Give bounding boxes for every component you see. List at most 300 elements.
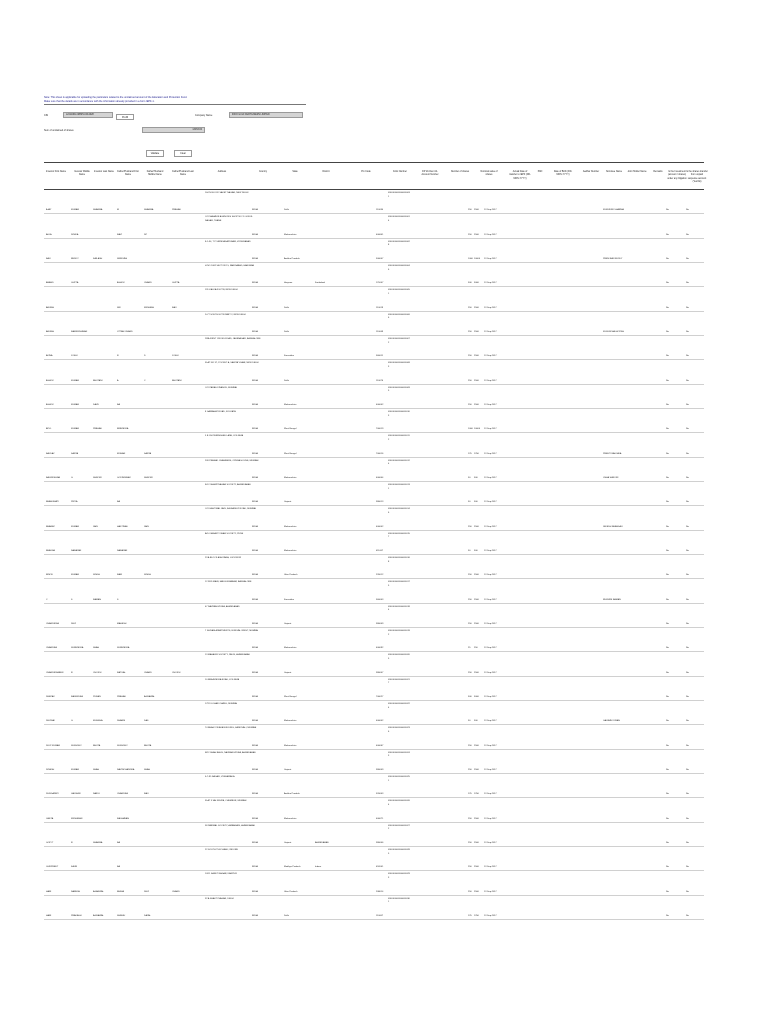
- cell-pin[interactable]: 700027: [376, 696, 384, 698]
- cell-amt[interactable]: 12-Sep-2017: [484, 355, 497, 358]
- cell-shares[interactable]: 250: [468, 404, 472, 406]
- cell-nature[interactable]: 10000: [474, 258, 481, 260]
- cell-country[interactable]: INDIA: [252, 696, 258, 698]
- cell-unpaid2[interactable]: No: [686, 915, 689, 917]
- cell-nature[interactable]: 500: [474, 501, 478, 504]
- cell-unpaid[interactable]: No: [666, 574, 669, 577]
- cell-ffn[interactable]: BA: [117, 866, 120, 869]
- cell-mn[interactable]: NARAYAN: [71, 550, 82, 552]
- cell-shares[interactable]: 125: [468, 452, 472, 455]
- cell-state[interactable]: Delhi: [284, 306, 289, 309]
- cell-fn[interactable]: C: [46, 598, 48, 601]
- cell-district[interactable]: AHMEDABAD: [315, 842, 329, 844]
- cell-unpaid[interactable]: No: [666, 258, 669, 260]
- cell-amt[interactable]: 12-Sep-2017: [484, 306, 497, 309]
- cell-state[interactable]: Maharashtra: [284, 525, 297, 528]
- cell-nominee[interactable]: PREETI BALDAVA: [603, 452, 622, 455]
- cell-ln[interactable]: SHARMA: [93, 842, 103, 844]
- cell-unpaid2[interactable]: No: [686, 574, 689, 577]
- cell-addr[interactable]: 32 A SHAKTI NAGAR, DELHI: [205, 897, 234, 900]
- cell-ffn[interactable]: NAVINCHANDRA: [117, 769, 135, 771]
- cell-folio[interactable]: IGF0000000000000066: [388, 313, 410, 320]
- cell-fmn[interactable]: BHUTA: [144, 744, 152, 747]
- cell-fmn[interactable]: C: [144, 379, 146, 382]
- cell-fn[interactable]: AJAY: [46, 209, 52, 212]
- cell-unpaid2[interactable]: No: [686, 501, 689, 504]
- cell-unpaid2[interactable]: No: [686, 477, 689, 479]
- cell-unpaid2[interactable]: No: [686, 671, 689, 674]
- cell-unpaid[interactable]: No: [666, 696, 669, 698]
- cell-mn[interactable]: SURENDRA: [71, 647, 84, 650]
- cell-ffn[interactable]: GOVINDRAM: [117, 477, 131, 479]
- cell-state[interactable]: Delhi: [284, 379, 289, 382]
- cell-ln[interactable]: DAVE: [93, 404, 99, 406]
- cell-unpaid[interactable]: No: [666, 671, 669, 674]
- cell-folio[interactable]: IGF0000000000000243: [388, 751, 410, 758]
- cell-addr[interactable]: 8-1-34, T P SRINIVASAPURAM, HYDERABAD: [205, 240, 251, 243]
- cell-ffn[interactable]: SRI: [117, 306, 121, 309]
- cell-unpaid[interactable]: No: [666, 428, 669, 431]
- cell-folio[interactable]: IGF0000000000000046: [388, 265, 410, 271]
- cell-pin[interactable]: 400002: [376, 404, 384, 406]
- cell-unpaid2[interactable]: No: [686, 817, 689, 820]
- cell-fmn[interactable]: CHAND: [144, 671, 152, 674]
- cell-fln[interactable]: RAO: [172, 306, 177, 309]
- cell-ffn[interactable]: BHIMA: [117, 890, 124, 893]
- cell-ln[interactable]: SHROFF: [93, 477, 102, 479]
- cell-shares[interactable]: 500: [468, 696, 472, 698]
- cell-unpaid2[interactable]: No: [686, 452, 689, 455]
- cell-unpaid2[interactable]: No: [686, 890, 689, 893]
- cell-country[interactable]: INDIA: [252, 355, 258, 358]
- cell-nature[interactable]: 5000: [474, 696, 479, 698]
- cell-ffn[interactable]: HASTIMAL: [117, 525, 128, 528]
- cell-state[interactable]: Maharashtra: [284, 817, 297, 820]
- cell-addr[interactable]: 47 NAVRANGPURA, AHMEDABAD: [205, 605, 240, 608]
- cell-ffn[interactable]: UTTAM CHAND: [117, 331, 133, 333]
- cin-field[interactable]: L24110DL1965PLC012028: [63, 112, 113, 118]
- cell-nature[interactable]: 2500: [474, 598, 479, 601]
- cell-folio[interactable]: IGF0000000000000168: [388, 557, 410, 563]
- cell-unpaid2[interactable]: No: [686, 282, 689, 285]
- cell-pin[interactable]: 400601: [376, 233, 384, 236]
- cell-state[interactable]: West Bengal: [284, 696, 297, 698]
- cell-folio[interactable]: IGF0000000000000028: [388, 240, 410, 247]
- cell-shares[interactable]: 50: [468, 501, 471, 504]
- cell-fn[interactable]: BALKRISHNA: [46, 477, 60, 479]
- cell-fn[interactable]: GEETA: [46, 817, 54, 820]
- cell-unpaid[interactable]: No: [666, 501, 669, 504]
- cell-nature[interactable]: 1250: [474, 793, 479, 796]
- cell-nature[interactable]: 2500: [474, 355, 479, 358]
- cell-addr[interactable]: 164 N BLOCK SAKET NAGAR, NEW DELHI: [205, 192, 249, 194]
- cell-fn[interactable]: HARI: [46, 890, 52, 893]
- cell-fmn[interactable]: AGRAWAL: [144, 696, 155, 698]
- cell-state[interactable]: Maharashtra: [284, 404, 297, 406]
- cell-mn[interactable]: G: [71, 720, 73, 723]
- cell-unpaid2[interactable]: No: [686, 769, 689, 771]
- cell-nature[interactable]: 2500: [474, 525, 479, 528]
- cell-unpaid[interactable]: No: [666, 550, 669, 552]
- cell-mn[interactable]: KUMAR: [71, 574, 79, 577]
- cell-folio[interactable]: IGF0000000000000236: [388, 727, 410, 733]
- cell-unpaid[interactable]: No: [666, 379, 669, 382]
- cell-amt[interactable]: 12-Sep-2017: [484, 598, 497, 601]
- cell-addr[interactable]: 12 3RD MAIN, MALLESWARAM, BANGALORE: [205, 581, 252, 584]
- cell-ffn[interactable]: RAGHAVAN: [117, 817, 129, 820]
- cell-fmn[interactable]: DP: [144, 233, 148, 236]
- cell-ffn[interactable]: BA: [117, 501, 120, 504]
- cell-shares[interactable]: 250: [468, 574, 472, 577]
- cell-unpaid2[interactable]: No: [686, 744, 689, 747]
- cell-amt[interactable]: 12-Sep-2017: [484, 233, 497, 236]
- cell-unpaid2[interactable]: No: [686, 428, 689, 431]
- cell-shares[interactable]: 50: [468, 720, 471, 723]
- cell-mn[interactable]: G: [71, 477, 73, 479]
- cell-unpaid[interactable]: No: [666, 355, 669, 358]
- cell-unpaid[interactable]: No: [666, 331, 669, 333]
- cell-amt[interactable]: 12-Sep-2017: [484, 501, 497, 504]
- cell-pin[interactable]: 400002: [376, 525, 384, 528]
- cell-nominee[interactable]: KUSUM MALHOTRA: [603, 331, 624, 333]
- cell-nature[interactable]: 500: [474, 477, 478, 479]
- cell-folio[interactable]: IGF0000000000000264: [388, 800, 410, 806]
- cell-pin[interactable]: 208014: [376, 890, 384, 893]
- cell-nature[interactable]: 2500: [474, 866, 479, 869]
- cell-pin[interactable]: 110007: [376, 915, 384, 917]
- cell-shares[interactable]: 250: [468, 525, 472, 528]
- cell-amt[interactable]: 12-Sep-2017: [484, 769, 497, 771]
- cell-shares[interactable]: 250: [468, 379, 472, 382]
- cell-unpaid[interactable]: No: [666, 209, 669, 212]
- cell-mn[interactable]: KUMAR: [71, 209, 79, 212]
- cell-fn[interactable]: BHANUMATI: [46, 501, 59, 504]
- cell-shares[interactable]: 250: [468, 233, 472, 236]
- cell-country[interactable]: INDIA: [252, 793, 258, 796]
- cell-pin[interactable]: 110019: [376, 306, 384, 309]
- cell-state[interactable]: Gujarat: [284, 501, 292, 504]
- cell-fn[interactable]: ALKA: [46, 233, 52, 236]
- cell-unpaid[interactable]: No: [666, 769, 669, 771]
- cell-nature[interactable]: 500: [474, 550, 478, 552]
- cell-ln[interactable]: SINGH: [93, 574, 100, 577]
- cell-fln[interactable]: BHUTANI: [172, 379, 182, 382]
- cell-unpaid[interactable]: No: [666, 477, 669, 479]
- cell-nature[interactable]: 2500: [474, 623, 479, 625]
- cell-unpaid[interactable]: No: [666, 890, 669, 893]
- cell-country[interactable]: INDIA: [252, 525, 258, 528]
- cell-folio[interactable]: IGF0000000000000272: [388, 824, 410, 831]
- cell-state[interactable]: Karnataka: [284, 355, 294, 358]
- cell-amt[interactable]: 12-Sep-2017: [484, 452, 497, 455]
- cell-shares[interactable]: 1000: [468, 258, 473, 260]
- cell-country[interactable]: INDIA: [252, 477, 258, 479]
- cell-nominee[interactable]: KUMUDINI SHARMA: [603, 209, 624, 212]
- cell-pin[interactable]: 500007: [376, 258, 384, 260]
- cell-unpaid2[interactable]: No: [686, 525, 689, 528]
- cell-unpaid[interactable]: No: [666, 817, 669, 820]
- cell-ln[interactable]: CHOKSI: [93, 671, 102, 674]
- cell-shares[interactable]: 250: [468, 355, 472, 358]
- cell-unpaid[interactable]: No: [666, 744, 669, 747]
- clear-button[interactable]: Clear: [174, 150, 192, 157]
- cell-unpaid2[interactable]: No: [686, 623, 689, 625]
- cell-pin[interactable]: 400004: [376, 477, 384, 479]
- cell-fn[interactable]: BALI: [46, 258, 51, 260]
- cell-state[interactable]: West Bengal: [284, 428, 297, 431]
- cell-addr[interactable]: 17/19 LOHAR CHAWL, MUMBAI: [205, 703, 238, 705]
- cell-addr[interactable]: A/14 VASANT VIHAR SOCIETY, PUNE: [205, 532, 244, 535]
- cell-folio[interactable]: IGF0000000000000293: [388, 873, 410, 879]
- cell-unpaid[interactable]: No: [666, 866, 669, 869]
- cell-mn[interactable]: GUPTA: [71, 282, 79, 285]
- cell-unpaid[interactable]: No: [666, 793, 669, 796]
- cell-addr[interactable]: 22 SOUTH TUKOGANJ, INDORE: [205, 849, 238, 851]
- cell-fn[interactable]: ARUNA: [46, 331, 54, 333]
- cell-unpaid[interactable]: No: [666, 233, 669, 236]
- cell-pin[interactable]: 226012: [376, 574, 384, 577]
- cell-mn[interactable]: JOSHI: [71, 355, 78, 358]
- cell-addr[interactable]: C/O HASTIMAL JAIN, KALBADEVI ROAD, MUMBAI: [205, 508, 256, 511]
- cell-amt[interactable]: 12-Sep-2017: [484, 379, 497, 382]
- cell-amt[interactable]: 12-Sep-2017: [484, 428, 497, 431]
- cell-amt[interactable]: 12-Sep-2017: [484, 623, 497, 625]
- cell-state[interactable]: Haryana: [284, 282, 293, 285]
- cell-nature[interactable]: 2500: [474, 209, 479, 212]
- cell-nature[interactable]: 5000: [474, 282, 479, 285]
- cell-unpaid[interactable]: No: [666, 525, 669, 528]
- cell-nature[interactable]: 2500: [474, 404, 479, 406]
- cell-pin[interactable]: 400002: [376, 720, 384, 723]
- cell-addr[interactable]: 5 B CHOWRINGHEE LANE, KOLKATA: [205, 435, 244, 438]
- cell-addr[interactable]: 28/A FIRST CROSS ROAD, JAYANAGAR, BANGALORE: [205, 338, 261, 340]
- cell-fn[interactable]: CHANDRA: [46, 647, 57, 650]
- cell-nature[interactable]: 2500: [474, 379, 479, 382]
- cell-ln[interactable]: PRASAD: [93, 428, 102, 431]
- cell-ffn[interactable]: DHARM: [117, 720, 126, 723]
- cell-ffn[interactable]: M: [117, 209, 119, 212]
- cell-addr[interactable]: C/O PARAS FINANCE, MUMBAI: [205, 386, 237, 389]
- cell-pin[interactable]: 700019: [376, 428, 384, 431]
- cell-fln[interactable]: CHAND: [172, 890, 180, 893]
- cell-mn[interactable]: NARESH: [71, 890, 81, 893]
- cell-fn[interactable]: ATUL: [46, 428, 52, 431]
- cell-nature[interactable]: 2500: [474, 574, 479, 577]
- cell-folio[interactable]: IGF0000000000000112: [388, 435, 410, 441]
- cell-folio[interactable]: IGF0000000000000124: [388, 459, 410, 466]
- cell-state[interactable]: Maharashtra: [284, 744, 297, 747]
- cell-shares[interactable]: 250: [468, 209, 472, 212]
- cell-state[interactable]: Maharashtra: [284, 720, 297, 723]
- cell-shares[interactable]: 250: [468, 842, 472, 844]
- cell-mn[interactable]: KUMAR: [71, 525, 79, 528]
- cell-shares[interactable]: 250: [468, 331, 472, 333]
- cell-fn[interactable]: DEVIBAI: [46, 720, 55, 723]
- cell-country[interactable]: INDIA: [252, 574, 258, 577]
- cell-ffn[interactable]: RAVI: [117, 233, 122, 236]
- cell-addr[interactable]: 23 A BLOCK ASHIYANA, LUCKNOW: [205, 557, 242, 559]
- cell-unpaid2[interactable]: No: [686, 233, 689, 236]
- cell-fn[interactable]: CHANDRIKABEN: [46, 671, 64, 674]
- cell-ffn[interactable]: ASHOK: [117, 282, 125, 285]
- cell-fmn[interactable]: DAYAL: [144, 915, 151, 917]
- cell-nature[interactable]: 250: [474, 647, 478, 650]
- cell-folio[interactable]: IGF0000000000000131: [388, 484, 410, 490]
- cell-state[interactable]: Madhya Pradesh: [284, 866, 301, 869]
- cell-amt[interactable]: 12-Sep-2017: [484, 744, 497, 747]
- cell-pin[interactable]: 560003: [376, 598, 384, 601]
- cell-folio[interactable]: IGF0000000000000146: [388, 508, 410, 514]
- cell-pin[interactable]: 380013: [376, 501, 384, 504]
- cell-amt[interactable]: 12-Sep-2017: [484, 477, 497, 479]
- cell-fmn[interactable]: JAIN: [144, 525, 149, 528]
- cell-ffn[interactable]: BIRENDRA: [117, 428, 129, 431]
- cell-unpaid2[interactable]: No: [686, 404, 689, 406]
- cell-unpaid2[interactable]: No: [686, 209, 689, 212]
- cell-state[interactable]: Andhra Pradesh: [284, 258, 300, 260]
- cell-mn[interactable]: REDDY: [71, 258, 79, 260]
- cell-folio[interactable]: IGF0000000000000083: [388, 362, 410, 368]
- cell-fn[interactable]: BHARAT: [46, 525, 55, 528]
- cell-amt[interactable]: 12-Sep-2017: [484, 331, 497, 333]
- cell-folio[interactable]: IGF0000000000000301: [388, 897, 410, 904]
- cell-addr[interactable]: FLAT NO 37, POCKET A, SARITA VIHAR, NEW DELHI: [205, 362, 259, 365]
- cell-fmn[interactable]: D: [144, 355, 146, 358]
- cell-shares[interactable]: 500: [468, 282, 472, 285]
- cell-ffn[interactable]: BA: [117, 842, 120, 844]
- cell-country[interactable]: INDIA: [252, 720, 258, 723]
- cell-pin[interactable]: 110030: [376, 209, 384, 212]
- cell-folio[interactable]: IGF0000000000000157: [388, 532, 410, 539]
- cell-unpaid2[interactable]: No: [686, 866, 689, 869]
- cell-nominee[interactable]: RUKMINI RAMAN: [603, 598, 621, 601]
- cell-nature[interactable]: 2500: [474, 769, 479, 771]
- cell-shares[interactable]: 250: [468, 890, 472, 893]
- cell-state[interactable]: Delhi: [284, 209, 289, 212]
- cell-ffn[interactable]: MAHESH: [117, 623, 127, 625]
- cell-ffn[interactable]: SURENDRA: [117, 647, 130, 650]
- cell-pin[interactable]: 380009: [376, 623, 384, 625]
- cell-addr[interactable]: 13 MAHAVIR SOCIETY, PALDI, AHMEDABAD: [205, 654, 251, 657]
- cell-nature[interactable]: 1250: [474, 915, 479, 917]
- cell-fn[interactable]: GURPREET: [46, 866, 59, 869]
- cell-amt[interactable]: 12-Sep-2017: [484, 671, 497, 674]
- cell-ln[interactable]: AGRAWAL: [93, 915, 104, 917]
- cell-amt[interactable]: 12-Sep-2017: [484, 258, 497, 260]
- cell-folio[interactable]: IGF0000000000000014: [388, 216, 410, 222]
- cell-fmn[interactable]: KRISHNA: [144, 306, 154, 309]
- cell-nature[interactable]: 500: [474, 720, 478, 723]
- cell-unpaid[interactable]: No: [666, 598, 669, 601]
- cell-unpaid[interactable]: No: [666, 306, 669, 309]
- cell-state[interactable]: Delhi: [284, 915, 289, 917]
- cell-mn[interactable]: RAMKRISHNAN: [71, 331, 88, 333]
- cell-pin[interactable]: 380009: [376, 769, 384, 771]
- cell-addr[interactable]: FLAT 3 SAI KRUPA, CHEMBUR, MUMBAI: [205, 800, 247, 803]
- cell-ffn[interactable]: RAM: [117, 574, 122, 577]
- cell-country[interactable]: INDIA: [252, 890, 258, 893]
- cell-country[interactable]: INDIA: [252, 282, 258, 285]
- cell-shares[interactable]: 50: [468, 550, 471, 552]
- cell-addr[interactable]: B/12 SHAH BAUG, NAVRANGPURA, AHMEDABAD: [205, 751, 256, 754]
- cell-ln[interactable]: MUGEHA: [93, 720, 103, 723]
- cell-state[interactable]: West Bengal: [284, 452, 297, 455]
- cell-amt[interactable]: 12-Sep-2017: [484, 890, 497, 893]
- cell-fmn[interactable]: SHARMA: [144, 209, 154, 212]
- cell-country[interactable]: INDIA: [252, 647, 258, 650]
- cell-fn[interactable]: AVINA: [46, 355, 53, 358]
- cell-fmn[interactable]: SANTA: [144, 452, 152, 455]
- cell-fn[interactable]: ASHOK: [46, 404, 54, 406]
- cell-ln[interactable]: NAIDU: [93, 793, 100, 796]
- cell-mn[interactable]: KAUR: [71, 866, 78, 869]
- cell-fn[interactable]: BHAVNA: [46, 550, 55, 552]
- cell-state[interactable]: Karnataka: [284, 598, 294, 601]
- cell-ln[interactable]: SHARMA: [93, 209, 103, 212]
- cell-state[interactable]: Gujarat: [284, 769, 292, 771]
- cell-unpaid[interactable]: No: [666, 404, 669, 406]
- cell-mn[interactable]: RAJENDRA: [71, 696, 83, 698]
- cell-folio[interactable]: IGF0000000000000224: [388, 703, 410, 709]
- cell-country[interactable]: INDIA: [252, 769, 258, 771]
- validate-button[interactable]: Validate: [146, 150, 164, 157]
- cell-amt[interactable]: 12-Sep-2017: [484, 915, 497, 917]
- cell-shares[interactable]: 25: [468, 647, 471, 650]
- cell-shares[interactable]: 250: [468, 598, 472, 601]
- cell-state[interactable]: Maharashtra: [284, 647, 297, 650]
- cell-pin[interactable]: 400067: [376, 744, 384, 747]
- cell-unpaid2[interactable]: No: [686, 598, 689, 601]
- cell-ln[interactable]: RAMAN: [93, 598, 101, 601]
- cell-amt[interactable]: 12-Sep-2017: [484, 647, 497, 650]
- cell-fn[interactable]: BALDAV: [46, 452, 55, 455]
- cell-country[interactable]: INDIA: [252, 501, 258, 504]
- cell-mn[interactable]: PRIYA: [71, 501, 78, 504]
- cell-addr[interactable]: 209 PRASAD CHAMBERS, OPERA HOUSE, MUMBAI: [205, 459, 259, 462]
- cell-nature[interactable]: 2500: [474, 842, 479, 844]
- cell-pin[interactable]: 380006: [376, 842, 384, 844]
- cell-ffn[interactable]: NARAYAN: [117, 550, 128, 552]
- cell-nature[interactable]: 2500: [474, 817, 479, 820]
- cell-unpaid[interactable]: No: [666, 623, 669, 625]
- cell-fln[interactable]: GUPTA: [172, 282, 180, 285]
- cell-shares[interactable]: 250: [468, 866, 472, 869]
- cell-addr[interactable]: B-12 SHANTINAGAR SOCIETY, AHMEDABAD: [205, 484, 251, 486]
- cell-fmn[interactable]: SHAH: [144, 769, 151, 771]
- cell-ffn[interactable]: PRASAD: [117, 696, 126, 698]
- cell-nominee[interactable]: JAYESH BHANSALI: [603, 525, 623, 528]
- cell-country[interactable]: INDIA: [252, 452, 258, 455]
- cell-folio[interactable]: IGF0000000000000095: [388, 386, 410, 393]
- cell-unpaid2[interactable]: No: [686, 550, 689, 552]
- cell-folio[interactable]: IGF0000000000000217: [388, 678, 410, 685]
- cell-nature[interactable]: 2500: [474, 744, 479, 747]
- cell-unpaid[interactable]: No: [666, 915, 669, 917]
- cell-shares[interactable]: 125: [468, 915, 472, 917]
- cell-fn[interactable]: DILIP KUMAR: [46, 744, 60, 747]
- cell-fmn[interactable]: SINGH: [144, 574, 151, 577]
- cell-district[interactable]: Indore: [315, 866, 322, 869]
- cell-state[interactable]: Delhi: [284, 331, 289, 333]
- cell-mn[interactable]: S: [71, 598, 73, 601]
- cell-country[interactable]: INDIA: [252, 379, 258, 382]
- cell-unpaid2[interactable]: No: [686, 306, 689, 309]
- cell-mn[interactable]: R: [71, 842, 73, 844]
- cell-fn[interactable]: DURGAPATI: [46, 793, 59, 796]
- cell-nominee[interactable]: GAURAV DIWAN: [603, 720, 620, 723]
- cell-state[interactable]: Gujarat: [284, 623, 292, 625]
- cell-fmn[interactable]: CHAND: [144, 282, 152, 285]
